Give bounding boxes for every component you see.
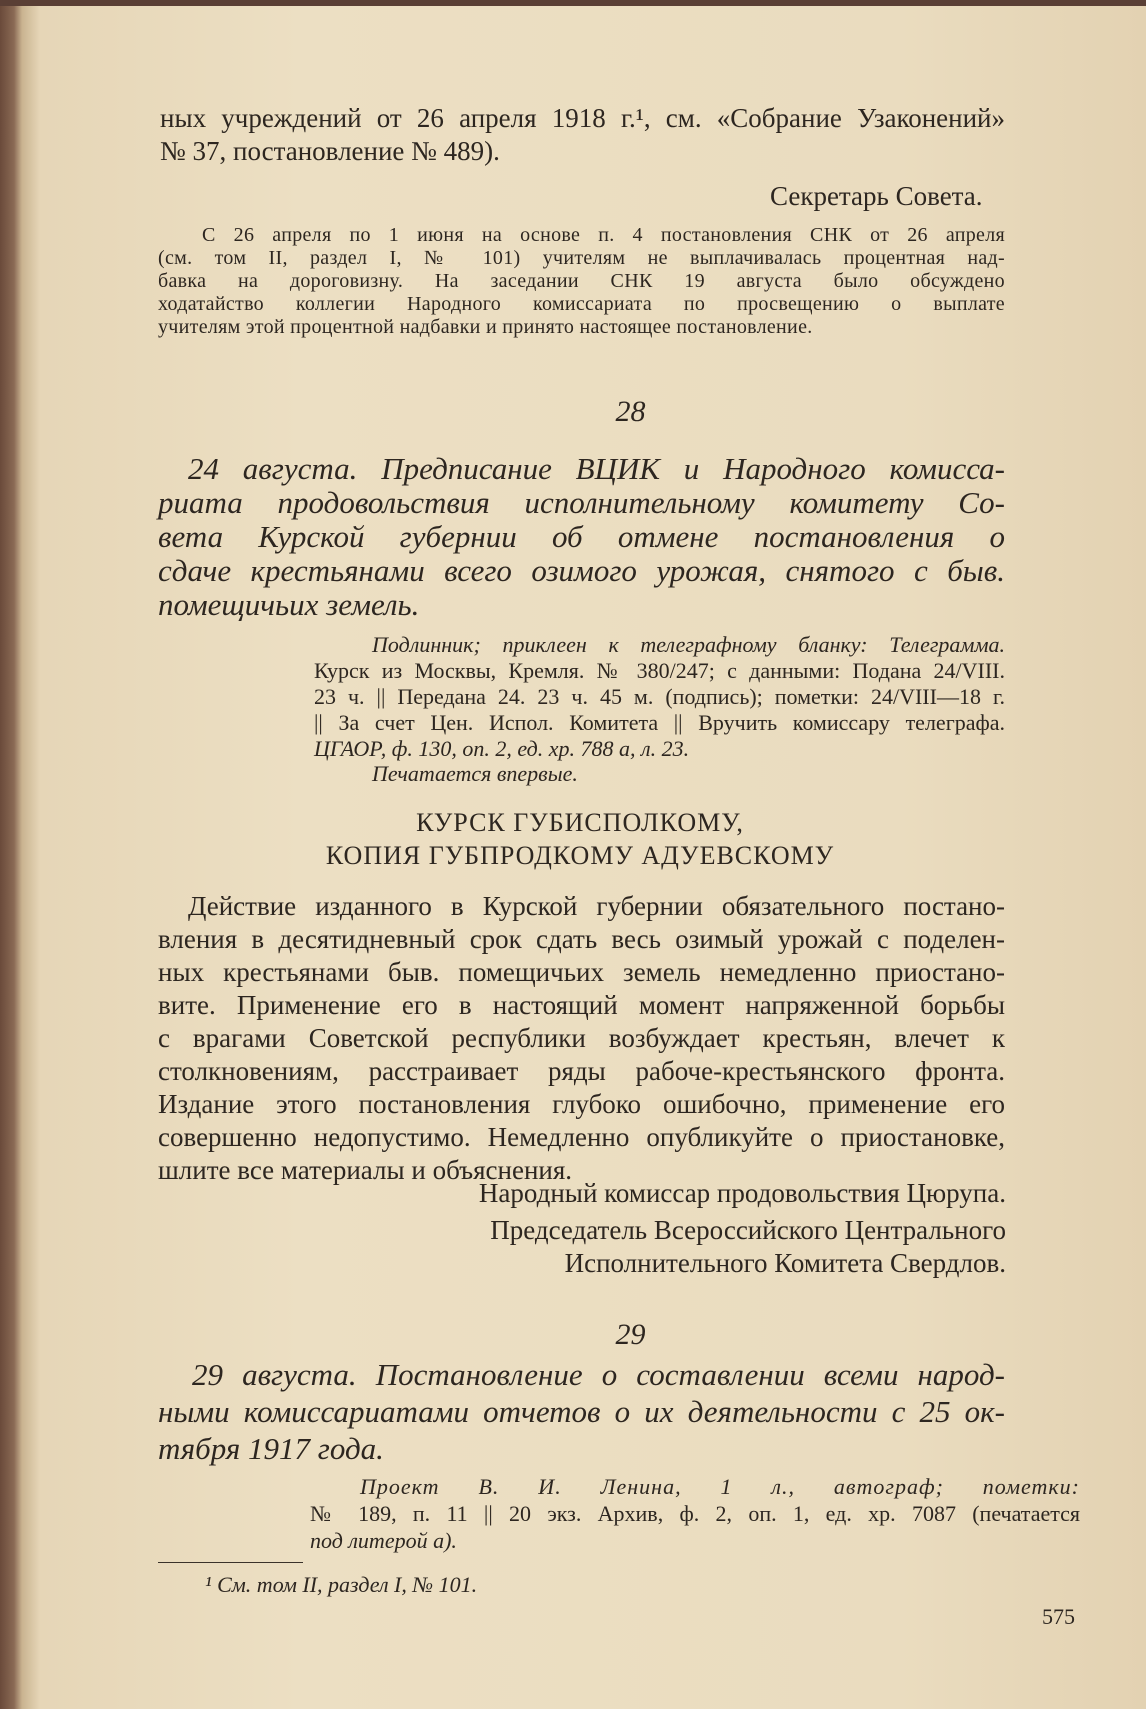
text-line: с врагами Советской республики возбуждает крестьян, влечет к <box>158 1023 1005 1053</box>
heading-line: ными комиссариатами отчетов о их деятельности с 25 ок- <box>158 1394 1005 1429</box>
text-line: учителям этой процентной надбавки и принято настоящее постановление. <box>158 316 813 338</box>
text-line: бавка на дороговизну. На заседании СНК 19 августа было обсуждено <box>158 270 1005 292</box>
document-number: 28 <box>615 395 646 428</box>
signature: Секретарь Совета. <box>770 181 983 211</box>
address-line: КУРСК ГУБИСПОЛКОМУ, <box>416 808 744 837</box>
heading-line: тября 1917 года. <box>158 1431 384 1466</box>
text-line: ЦГАОР, ф. 130, оп. 2, ед. хр. 788 а, л. 23. <box>314 736 690 761</box>
text-line: столкновениям, расстраивает ряды рабоче-крестьянского фронта. <box>158 1056 1005 1086</box>
text-line: Проект В. И. Ленина, 1 л., автограф; пометки: <box>360 1474 1080 1499</box>
heading-line: 29 августа. Постановление о составлении всеми народ- <box>192 1357 1005 1392</box>
text-line: || За счет Цен. Испол. Комитета || Вручить комиссару телеграфа. <box>314 710 1005 735</box>
text-line: Издание этого постановления глубоко ошибочно, применение его <box>158 1089 1005 1119</box>
text-line: совершенно недопустимо. Немедленно опубликуйте о приостановке, <box>158 1122 1005 1152</box>
text-line: (см. том II, раздел I, № 101) учителям не выплачивалась процентная над- <box>158 247 1005 269</box>
heading-line: 24 августа. Предписание ВЦИК и Народного комисса- <box>188 451 1005 486</box>
text-line: ных крестьянами быв. помещичьих земель немедленно приостано- <box>158 957 1005 987</box>
text-line: Действие изданного в Курской губернии обязательного постано- <box>188 891 1005 921</box>
text-line: вления в десятидневный срок сдать весь озимый урожай с поделен- <box>158 924 1005 954</box>
text-line: 23 ч. || Передана 24. 23 ч. 45 м. (подпись); пометки: 24/VIII—18 г. <box>314 684 1005 709</box>
text-line: ных учреждений от 26 апреля 1918 г.¹, см. «Собрание Узаконений» <box>160 103 1005 133</box>
text-line: ходатайство коллегии Народного комиссариата по просвещению о выплате <box>158 293 1005 315</box>
text-line: С 26 апреля по 1 июня на основе п. 4 постановления СНК от 26 апреля <box>202 224 1005 246</box>
page-number: 575 <box>1042 1604 1075 1629</box>
text-line: Печатается впервые. <box>372 761 578 786</box>
signature: Исполнительного Комитета Свердлов. <box>564 1248 1006 1278</box>
heading-line: помещичьих земель. <box>158 587 420 622</box>
footnote-rule <box>158 1562 303 1563</box>
heading-line: сдаче крестьянами всего озимого урожая, снятого с быв. <box>158 553 1005 588</box>
address-line: КОПИЯ ГУБПРОДКОМУ АДУЕВСКОМУ <box>325 841 835 870</box>
text-line: Подлинник; приклеен к телеграфному бланку: Телеграмма. <box>372 632 1005 657</box>
heading-line: риата продовольствия исполнительному комитету Со- <box>158 485 1005 520</box>
signature: Народный комиссар продовольствия Цюрупа. <box>478 1178 1006 1208</box>
text-line: вите. Применение его в настоящий момент напряженной борьбы <box>158 990 1005 1020</box>
document-number: 29 <box>615 1318 646 1351</box>
page-edge <box>0 0 1146 6</box>
text-line: № 37, постановление № 489). <box>160 136 500 166</box>
heading-line: вета Курской губернии об отмене постановления о <box>158 519 1005 554</box>
text-line: под литерой а). <box>310 1528 457 1553</box>
footnote: ¹ См. том II, раздел I, № 101. <box>205 1572 478 1597</box>
text-line: № 189, п. 11 || 20 экз. Архив, ф. 2, оп. 1, ед. хр. 7087 (печатается <box>310 1501 1080 1526</box>
text-line: Курск из Москвы, Кремля. № 380/247; с данными: Подана 24/VIII. <box>314 658 1005 683</box>
signature: Председатель Всероссийского Центрального <box>490 1215 1006 1245</box>
text-line: шлите все материалы и объяснения. <box>158 1155 573 1185</box>
